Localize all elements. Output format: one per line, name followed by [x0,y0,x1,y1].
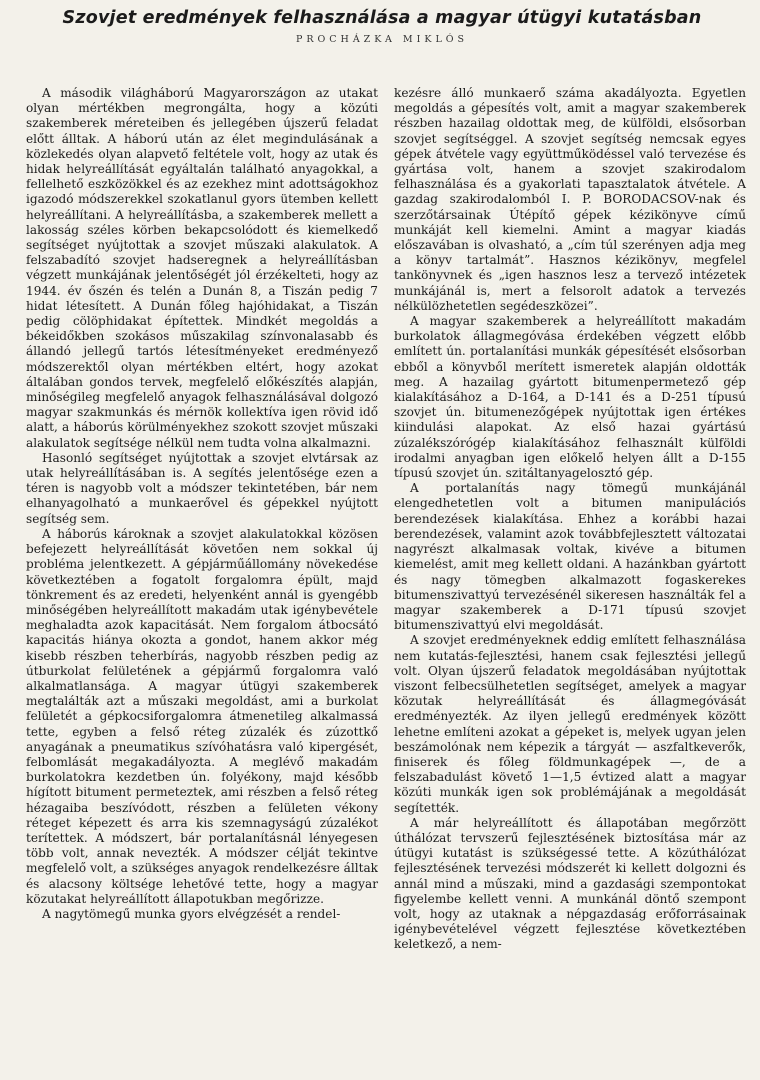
paragraph: A portalanítás nagy tömegű munkájánál elengedhetetlen volt a bitumen manipulációs berendezések kialakítása. Ehhez a korábbi hazai berendezések, valamint azok továbbfejlesztett változatai nagyrészt alkalmasak voltak, kivéve a bitumen kiemelést, amit meg kellett oldani. A hazánkban gyártott és nagy tömegben alkalmazott fogaskerekes bitumenszivattyú tervezésénél sikeresen használták fel a magyar szakemberek a D-171 típusú szovjet bitumenszivattyú elvi megoldását. [394,481,746,633]
paragraph-continued: kezésre álló munkaerő száma akadályozta. Egyetlen megoldás a gépesítés volt, amit a magyar szakemberek részben hazailag oldottak meg, de külföldi, elsősorban szovjet segítséggel. A szovjet segítség nemcsak egyes gépek átvétele vagy együttműködéssel való tervezése és gyártása volt, hanem a szovjet szakirodalom felhasználása és a gyakorlati tapasztalatok átvétele. A gazdag szakirodalomból I. P. BORODACSOV-nak és szerzőtársainak Útépítő gépek kézikönyve című munkáját kell kiemelni. Amint a magyar kiadás előszavában is olvasható, a „cím túl szerényen adja meg a könyv tartalmát”. Hasznos kézikönyv, megfelel tankönyvnek és „igen hasznos lesz a tervező intézetek munkájánál is, mert a felsorolt adatok a tervezés nélkülözhetetlen segédeszközei”. [394,86,746,313]
article-title: Szovjet eredmények felhasználása a magyar útügyi kutatásban [62,8,702,28]
paragraph: A szovjet eredményeknek eddig említett felhasználása nem kutatás-fejlesztési, hanem csak fejlesztési jellegű volt. Olyan újszerű feladatok megoldásában nyújtottak viszont felbecsülhetetlen segítséget, amelyek a magyar közutak helyreállítását és állagmegóvását eredményezték. Az ilyen jellegű eredmények között lehetne említeni azokat a gépeket is, melyek ugyan jelen beszámolónak nem képezik a tárgyát — aszfaltkeverők, finiserek és főleg földmunkagépek —, de a felszabadulást követő 1—1,5 évtized alatt a magyar közúti munkák igen sok problémájának a megoldását segítették. [394,633,746,815]
article-author: PROCHÁZKA MIKLÓS [295,34,469,45]
paragraph: A már helyreállított és állapotában megőrzött úthálózat tervszerű fejlesztésének biztosítása már az útügyi kutatást is szükségessé tette. A közúthálózat fejlesztésének tervezési módszerét ki kellett dolgozni és annál mind a műszaki, mind a gazdasági szempontokat figyelembe kellett venni. A munkánál döntő szempont volt, hogy az utaknak a népgazdaság erőforrásainak igénybevételével végzett fejlesztése következtében keletkező, a nem- [394,815,746,952]
left-column [26,86,378,953]
body-columns [26,86,746,953]
paragraph: Hasonló segítséget nyújtottak a szovjet elvtársak az utak helyreállításában is. A segítés jelentősége ezen a téren is nagyobb volt a módszer tekintetében, bár nem elhanyagolható a munkaerővel és gépekkel nyújtott segítség sem. [26,450,378,526]
right-column [394,86,746,953]
paragraph: A nagytömegű munka gyors elvégzését a rendel- [42,906,341,921]
paragraph: A második világháború Magyarországon az utakat olyan mértékben megrongálta, hogy a közúti szakemberek méreteiben és jellegében újszerű feladat előtt álltak. A háború után az élet megindulásának a közlekedés olyan alapvető feltétele volt, hogy az utak és hidak helyreállítását egyáltalán található anyagokkal, a fellelhető eszközökkel és az ezekhez mint adottságokhoz igazodó módszerekkel szokatlanul gyors ütemben kellett helyreállítani. A helyreállításba, a szakemberek mellett a lakosság széles körben bekapcsolódott és kiemelkedő segítséget nyújtottak a szovjet műszaki alakulatok. A felszabadító szovjet hadseregnek a helyreállításban végzett munkájának jelentőségét jól érzékelteti, hogy az 1944. év őszén és telén a Dunán 8, a Tiszán pedig 7 hidat létesített. A Dunán főleg hajóhidakat, a Tiszán pedig cölöphidakat építettek. Mindkét megoldás a békeidőkben szokásos műszakilag színvonalasabb és állandó jellegű tartós létesítményeket eredményező módszerektől olyan mértékben eltért, hogy azokat általában gondos tervek, megfelelő előkészítés alapján, minőségileg megfelelő anyagok felhasználásával dolgozó magyar szakmunkás és mérnök kollektíva igen rövid idő alatt, a háborús körülményekhez szokott szovjet műszaki alakulatok segítsége nélkül nem tudta volna alkalmazni. [26,86,378,450]
paragraph: A magyar szakemberek a helyreállított makadám burkolatok állagmegóvása érdekében végzett előbb említett ún. portalanítási munkák gépesítését elsősorban ebből a könyvből merített ismeretek alapján oldották meg. A hazailag gyártott bitumenpermetező gép kialakításához a D-164, a D-141 és a D-251 típusú szovjet ún. bitumenezőgépek nyújtottak igen értékes kiindulási alapokat. Az első hazai gyártású zúzalékszórógép kialakításához felhasznált külföldi irodalmi anyagban igen előkelő helyen állt a D-155 típusú szovjet ún. szitáltanyagelosztó gép. [394,314,746,481]
paragraph: A háborús károknak a szovjet alakulatokkal közösen befejezett helyreállítását követően nem sokkal új probléma jelentkezett. A gépjárműállomány növekedése következtében a fogatolt forgalomra épült, majd tönkrement és az eredeti, helyenként annál is gyengébb minőségében helyreállított makadám utak igénybevétele meghaladta azok kapacitását. Nem forgalom átbocsátó kapacitás hiánya okozta a gondot, hanem akkor még kisebb részben teherbírás, nagyobb részben pedig az útburkolat felületének a gépjármű forgalomra való alkalmatlansága. A magyar útügyi szakemberek megtalálták azt a műszaki megoldást, ami a burkolat felületét a gépkocsiforgalomra átmenetileg alkalmassá tette, egyben a felső réteg zúzalék és zúzottkő anyagának a pneumatikus szívóhatásra való kipergését, felbomlását megakadályozta. A meglévő makadám burkolatokra kezdetben ún. folyékony, majd később hígított bitument permeteztek, ami részben a felső réteg hézagaiba beszívódott, részben a felületen vékony réteget képezett és arra kis szemnagyságú zúzalékot terítettek. A módszert, bár portalanításnál lényegesen több volt, annak nevezték. A módszer célját tekintve megfelelő volt, a szükséges anyagok rendelkezésre álltak és alacsony költsége lehetővé tette, hogy a magyar közutakat helyreállított állapotukban megőrizze. [26,526,378,906]
